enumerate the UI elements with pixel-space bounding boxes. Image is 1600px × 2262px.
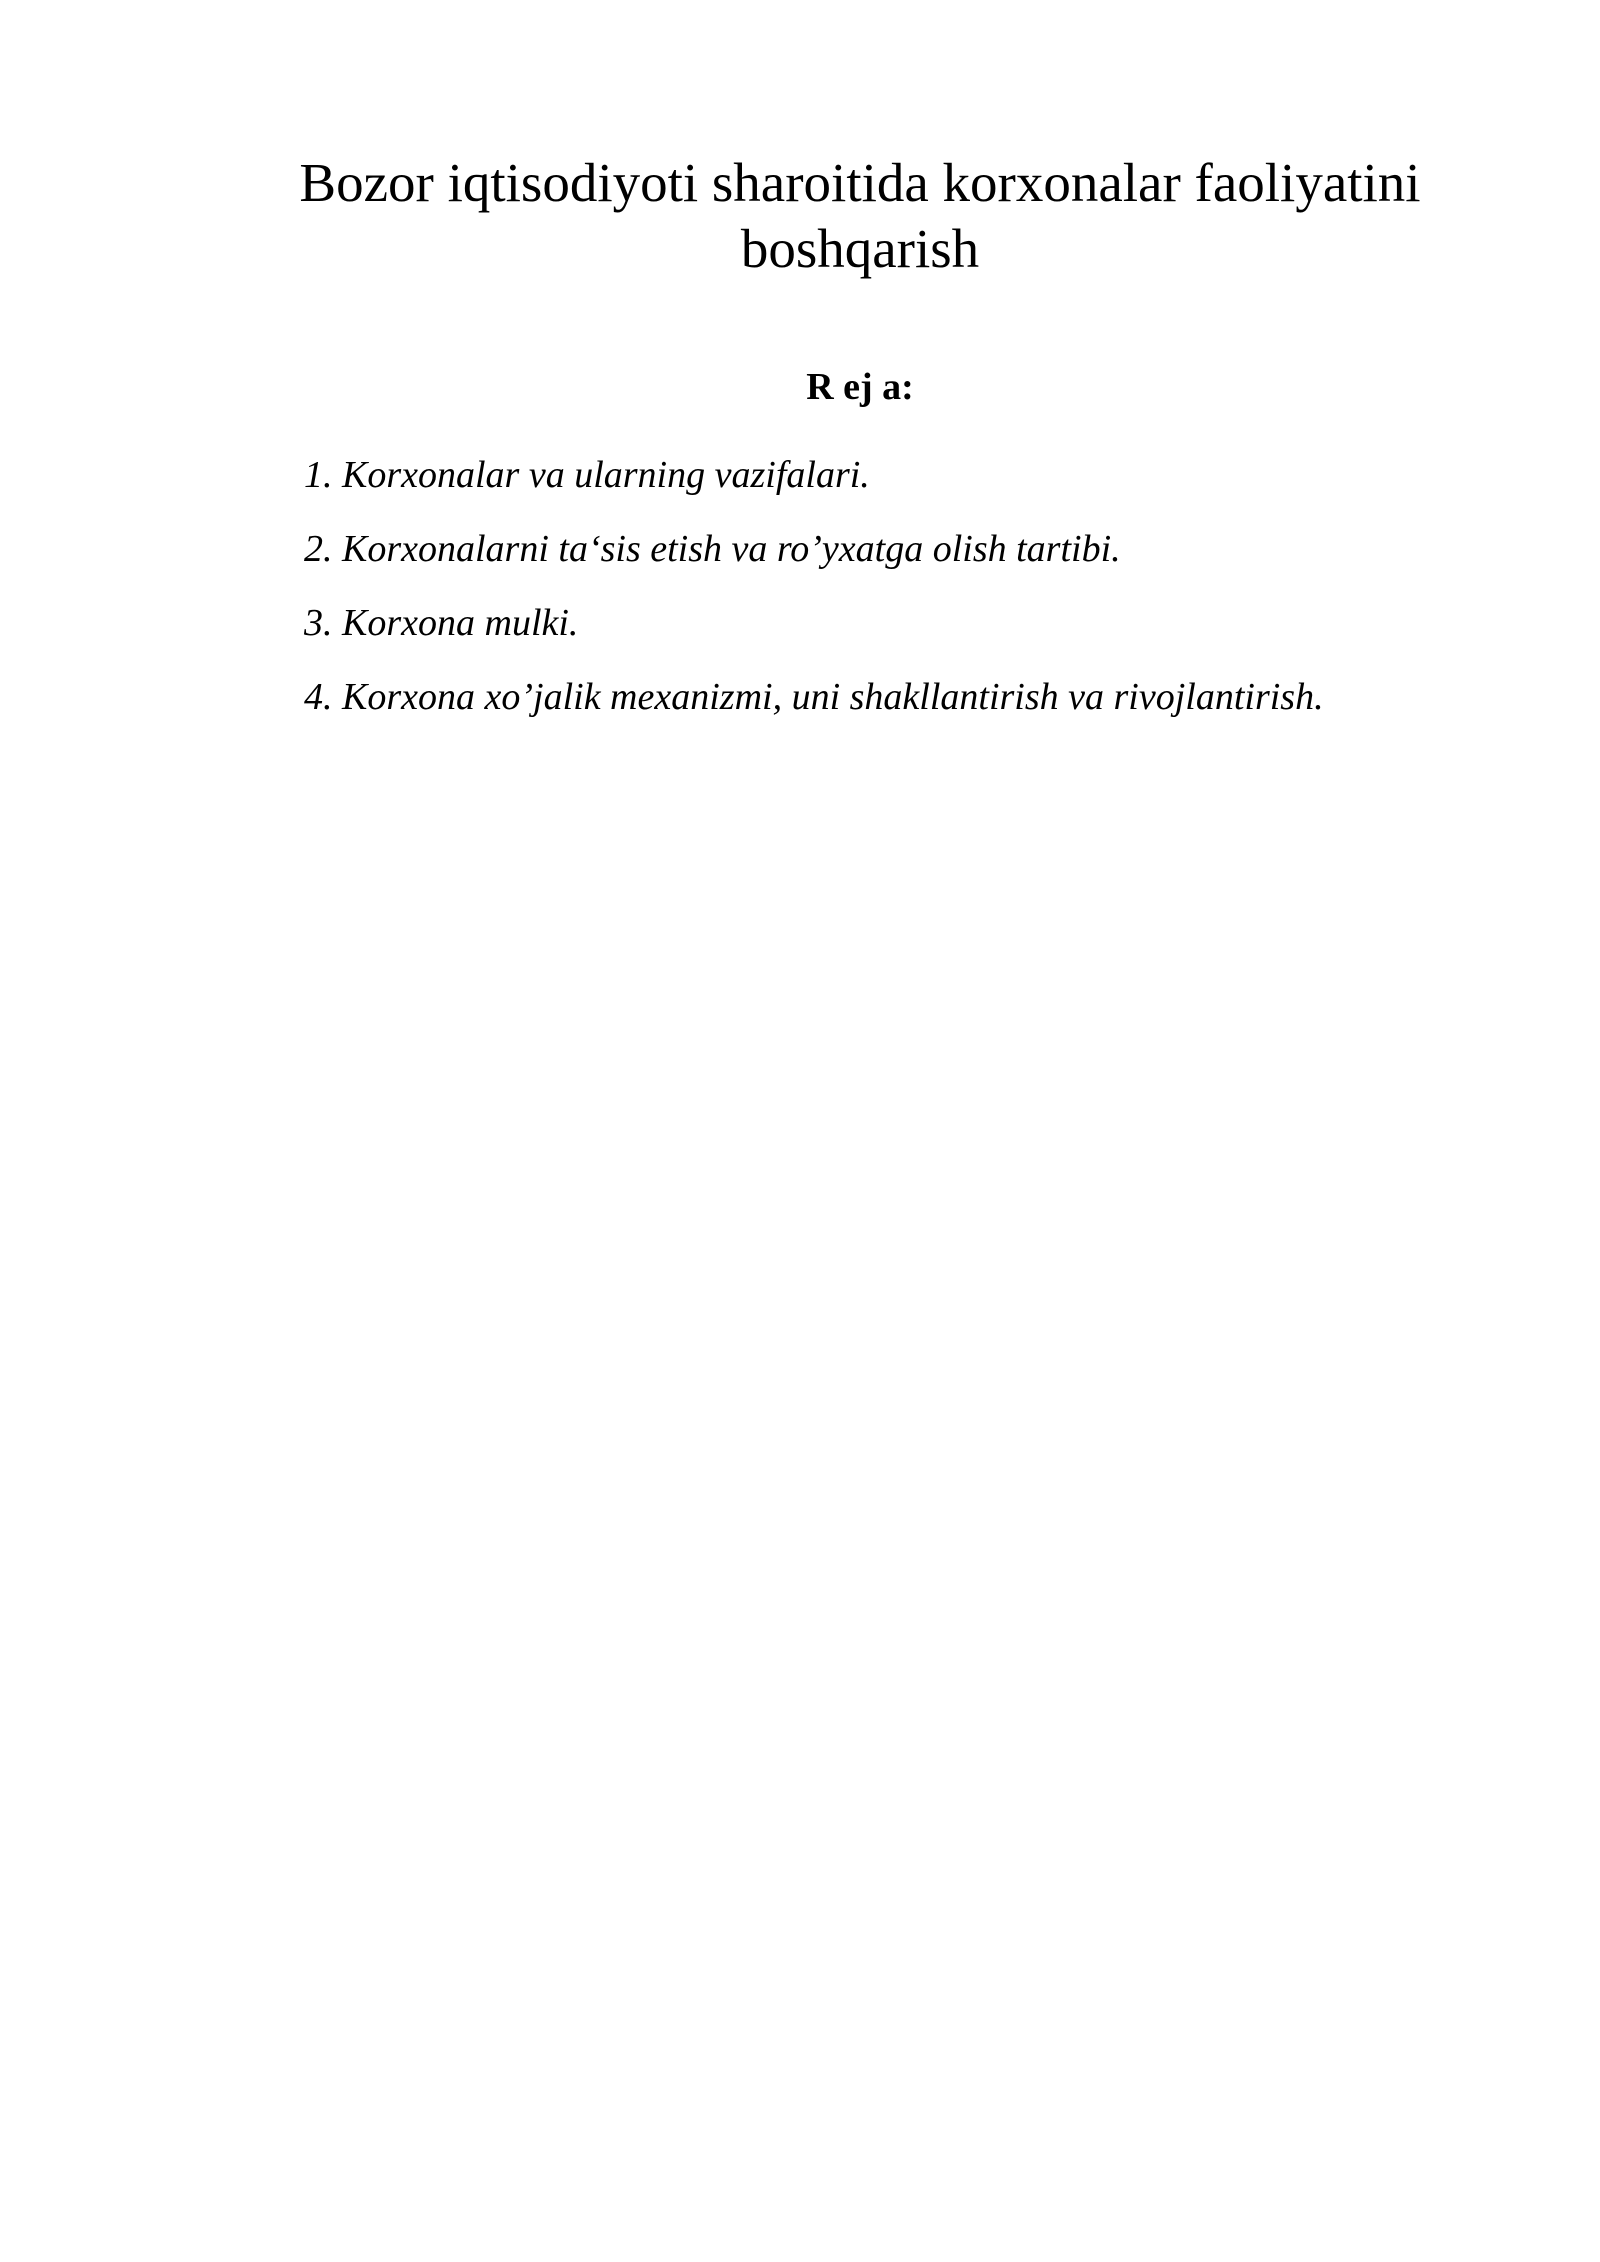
plan-item-2: 2. Korxonalarni ta‘sis etish va ro’yxatga olish tartibi. [304, 528, 1121, 570]
plan-item-3: 3. Korxona mulki. [304, 602, 579, 644]
plan-heading: R ej a: [806, 366, 914, 408]
document-title: Bozor iqtisodiyoti sharoitida korxonalar faoliyatini boshqarish [299, 152, 1421, 279]
plan-item-4: 4. Korxona xo’jalik mexanizmi, uni shakllantirish va rivojlantirish. [304, 676, 1324, 718]
plan-list [304, 452, 1504, 748]
plan-item-1: 1. Korxonalar va ularning vazifalari. [304, 454, 870, 496]
